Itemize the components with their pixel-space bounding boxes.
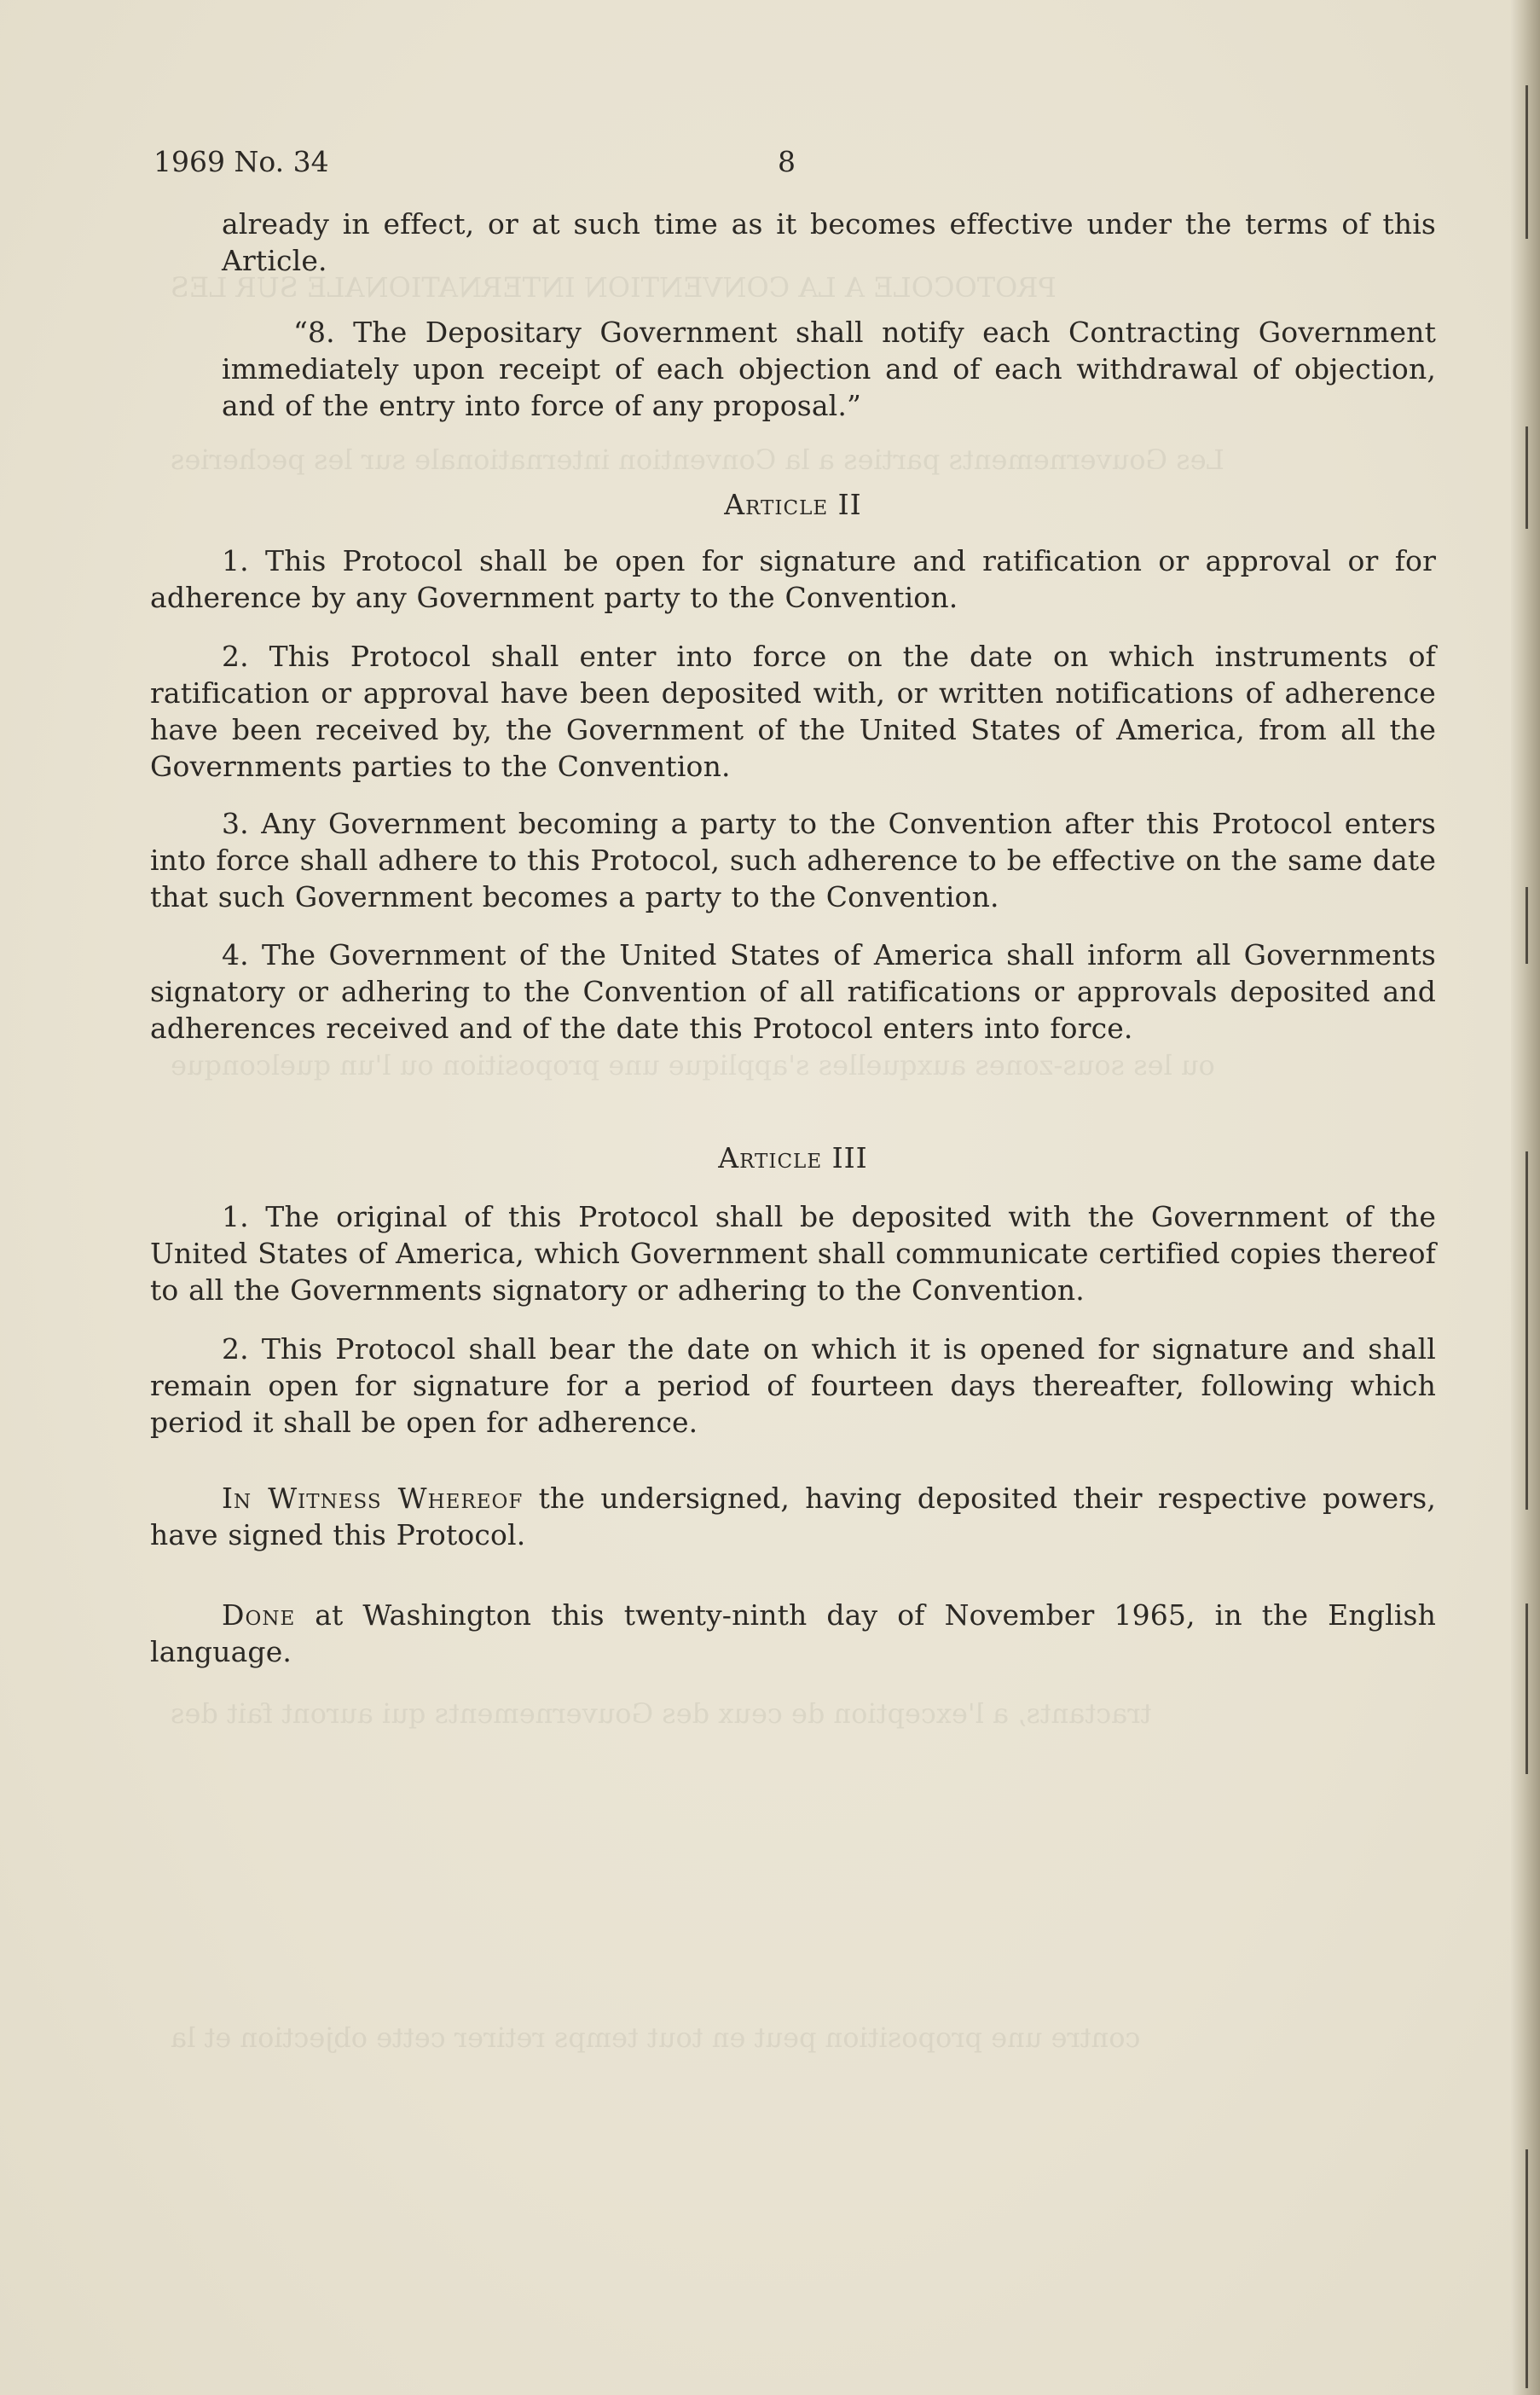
binding-mark — [1526, 426, 1528, 529]
article-ii-paragraph-1: 1. This Protocol shall be open for signature and ratification or approval or for adherence by any Government party to the Convention. — [150, 544, 1436, 614]
binding-mark — [1526, 1151, 1528, 1510]
show-through-text: tractants, a l'exception de ceux des Gouvernements qui auront fait des — [171, 1697, 1152, 1730]
show-through-text: ou les sous-zones auxquelles s'applique une proposition ou l'un quelconque — [171, 1049, 1215, 1082]
article-iii-paragraph-2: 2. This Protocol shall bear the date on which it is opened for signature and shall remain open for signature for a period of fourteen days thereafter, following which period it shall be open for adherence. — [150, 1332, 1436, 1439]
page-number: 8 — [778, 145, 796, 178]
article-ii-paragraph-2: 2. This Protocol shall enter into force on the date on which instruments of ratification or approval have been deposited with, or written notifications of adherence have been received by, the Government of the United States of America, from all the Governments parties to the Convention. — [150, 640, 1436, 783]
article-iii-heading: Article III — [718, 1141, 868, 1174]
article-iii-paragraph-1: 1. The original of this Protocol shall be deposited with the Government of the United States of America, which Government shall communicate certified copies thereof to all the Governments signatory or adhering to the Convention. — [150, 1200, 1436, 1307]
page-header — [153, 145, 1433, 188]
done-lead: Done — [222, 1598, 296, 1632]
show-through-text: contre une proposition peut en tout temps retirer cette objection et la — [171, 2021, 1141, 2054]
binding-mark — [1526, 2149, 1528, 2388]
witness-lead: In Witness Whereof — [222, 1482, 524, 1515]
witness-text: the undersigned, having deposited their respective powers, have signed this Protocol. — [150, 1482, 1436, 1551]
document-id: 1969 No. 34 — [153, 145, 329, 178]
binding-mark — [1526, 85, 1528, 239]
done-clause — [150, 1597, 1436, 1670]
paragraph-quoted-8: “8. The Depositary Government shall notify each Contracting Government immediately upon receipt of each objection and of each withdrawal of objection, and of the entry into force of any proposal.” — [222, 316, 1436, 422]
done-text: at Washington this twenty-ninth day of November 1965, in the English language. — [150, 1598, 1436, 1668]
witness-clause — [150, 1480, 1436, 1553]
show-through-text: Les Gouvernements parties a la Convention internationale sur les pecheries — [171, 444, 1224, 476]
binding-mark — [1526, 1603, 1528, 1774]
article-ii-paragraph-3: 3. Any Government becoming a party to the Convention after this Protocol enters into force shall adhere to this Protocol, such adherence to be effective on the same date that such Government becomes a party to the Convention. — [150, 807, 1436, 913]
article-ii-paragraph-4: 4. The Government of the United States of America shall inform all Governments signatory or adhering to the Convention of all ratifications or approvals deposited and adherences received and of the date this Protocol enters into force. — [150, 938, 1436, 1045]
paragraph-continuation: already in effect, or at such time as it becomes effective under the terms of this Article. — [222, 207, 1436, 277]
show-through-text: PROTOCOLE A LA CONVENTION INTERNATIONALE SUR LES — [171, 271, 1057, 304]
binding-mark — [1526, 887, 1528, 964]
article-ii-heading: Article II — [724, 488, 862, 521]
